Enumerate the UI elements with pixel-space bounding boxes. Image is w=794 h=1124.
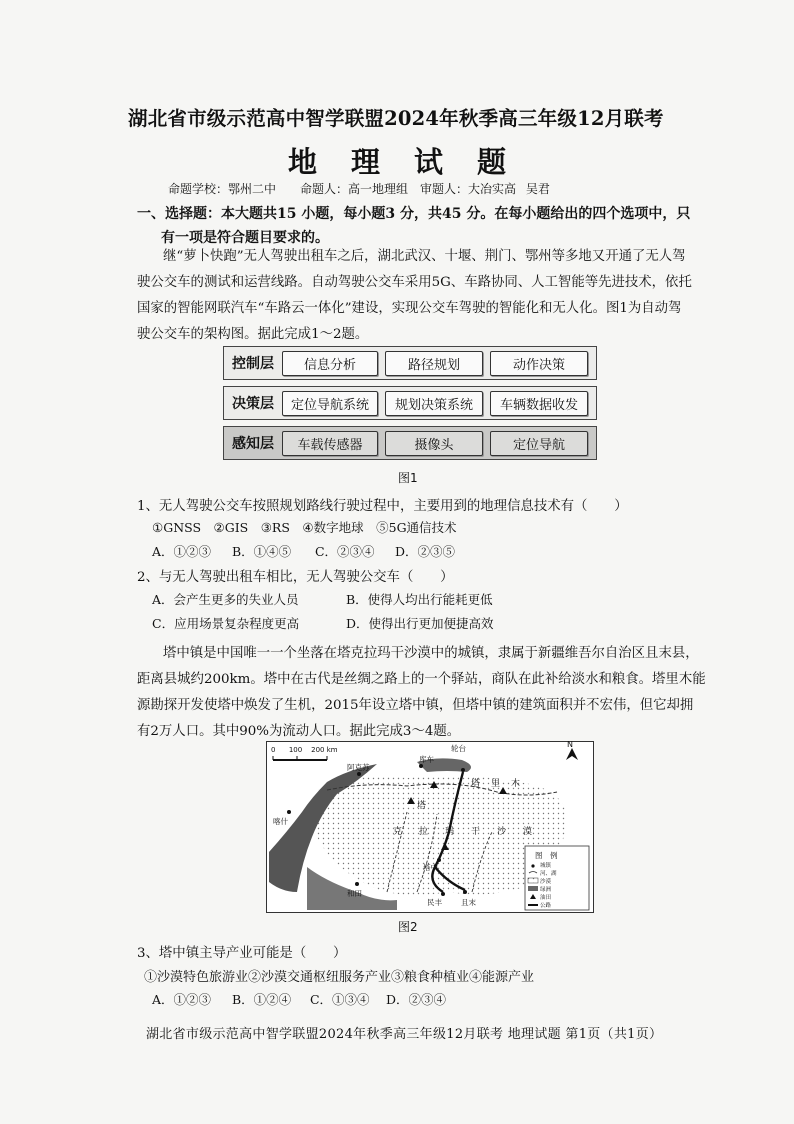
module-box: 规划决策系统 bbox=[385, 391, 483, 416]
town-marker bbox=[287, 810, 291, 814]
town-marker bbox=[461, 768, 465, 772]
layer-control bbox=[223, 346, 597, 380]
question-2-stem: 2、与无人驾驶出租车相比，无人驾驶公交车（ ） bbox=[137, 570, 454, 585]
legend-item: 公路 bbox=[540, 903, 552, 909]
passage-1-line: 国家的智能网联汽车“车路云一体化”建设，实现公交车驾驶的智能化和无人化。图1为自动驾 bbox=[137, 301, 682, 316]
place-akesu: 阿克苏 bbox=[347, 763, 370, 772]
passage-2-line: 有2万人口。其中90%为流动人口。据此完成3～4题。 bbox=[137, 724, 461, 739]
river-label: 木 bbox=[511, 779, 521, 789]
desert-label: 拉 bbox=[419, 827, 429, 837]
option-d: D．②③⑤ bbox=[394, 544, 455, 559]
option-b: B．①④⑤ bbox=[231, 544, 292, 559]
module-box: 车辆数据收发 bbox=[490, 391, 588, 416]
module-box: 车载传感器 bbox=[282, 431, 378, 456]
passage-2-line: 距离县城约200km。塔中在古代是丝绸之路上的一个驿站，商队在此补给淡水和粮食。塔里木能 bbox=[137, 672, 706, 687]
legend-item: 沙漠 bbox=[540, 879, 552, 885]
layer-perception bbox=[223, 426, 597, 460]
passage-2 bbox=[137, 641, 706, 745]
option-a: A．会产生更多的失业人员 bbox=[152, 592, 299, 607]
page-footer: 湖北省市级示范高中智学联盟2024年秋季高三年级12月联考 地理试题 第1页（共1页） bbox=[146, 1027, 663, 1042]
layer-label: 感知层 bbox=[232, 436, 274, 452]
place-hetian: 和田 bbox=[347, 889, 362, 898]
question-1-options bbox=[152, 542, 455, 560]
passage-2-line: 源勘探开发使塔中焕发了生机，2015年设立塔中镇，但塔中镇的建筑面积并不宏伟，但它却拥 bbox=[137, 698, 694, 713]
town-marker bbox=[463, 890, 467, 894]
question-3-options bbox=[152, 990, 446, 1008]
passage-1-line: 继“萝卜快跑”无人驾驶出租车之后，湖北武汉、十堰、荆门、鄂州等多地又开通了无人驾 bbox=[163, 249, 686, 264]
section-line-1: 一、选择题：本大题共15 小题，每小题3 分，共45 分。在每小题给出的四个选项中，只 bbox=[137, 206, 691, 222]
figure-1-architecture bbox=[223, 346, 597, 460]
passage-1 bbox=[137, 244, 692, 348]
legend-item: 油田 bbox=[540, 895, 552, 901]
passage-1-line: 驶公交车的架构图。据此完成1～2题。 bbox=[137, 327, 369, 342]
layer-label: 控制层 bbox=[232, 356, 274, 372]
option-d: D．使得出行更加便捷高效 bbox=[345, 616, 494, 631]
question-2-options-row2 bbox=[152, 614, 494, 632]
town-marker bbox=[355, 882, 359, 886]
figure-2-map bbox=[266, 741, 594, 913]
option-c: C．①③④ bbox=[309, 992, 370, 1007]
option-d: D．②③④ bbox=[385, 992, 446, 1007]
module-box: 动作决策 bbox=[490, 351, 588, 376]
scale-label: 0 100 200 km bbox=[271, 746, 338, 754]
desert-label: 塔 bbox=[417, 801, 427, 811]
exam-title: 湖北省市级示范高中智学联盟2024年秋季高三年级12月联考 bbox=[128, 107, 664, 130]
layer-label: 决策层 bbox=[232, 396, 274, 412]
section-line-2: 有一项是符合题目要求的。 bbox=[161, 230, 329, 246]
north-label: N bbox=[567, 740, 573, 749]
figure-2-caption: 图2 bbox=[398, 920, 418, 934]
layer-decision bbox=[223, 386, 597, 420]
option-b: B．①②④ bbox=[231, 992, 292, 1007]
module-box: 信息分析 bbox=[282, 351, 378, 376]
place-qiemo: 且末 bbox=[461, 898, 476, 907]
river-label: 里 bbox=[491, 779, 501, 789]
place-kashi: 喀什 bbox=[273, 817, 288, 826]
subject-title: 地理试题 bbox=[287, 145, 540, 179]
module-box: 路径规划 bbox=[385, 351, 483, 376]
desert-label: 漠 bbox=[523, 827, 533, 837]
module-box: 摄像头 bbox=[385, 431, 483, 456]
section-heading bbox=[137, 202, 691, 250]
question-3-stem: 3、塔中镇主导产业可能是（ ） bbox=[137, 946, 347, 961]
option-c: C．应用场景复杂程度更高 bbox=[152, 616, 300, 631]
passage-1-line: 驶公交车的测试和运营线路。自动驾驶公交车采用5G、车路协同、人工智能等先进技术，依托 bbox=[137, 275, 692, 290]
question-2-options-row1 bbox=[152, 590, 493, 608]
question-1-stem: 1、无人驾驶公交车按照规划路线行驶过程中，主要用到的地理信息技术有（ ） bbox=[137, 499, 628, 514]
option-a: A．①②③ bbox=[152, 544, 212, 559]
legend-item: 绿洲 bbox=[540, 887, 552, 893]
authors-line: 命题学校：鄂州二中 命题人：高一地理组 审题人：大冶实高 吴君 bbox=[168, 182, 550, 196]
figure-1-caption: 图1 bbox=[398, 471, 418, 485]
desert-label: 干 bbox=[471, 827, 481, 837]
option-a: A．①②③ bbox=[152, 992, 212, 1007]
desert-label: 克 bbox=[393, 827, 403, 837]
legend-item: 河、湖 bbox=[540, 871, 557, 877]
legend-title: 图 例 bbox=[535, 851, 558, 860]
module-box: 定位导航 bbox=[490, 431, 588, 456]
module-box: 定位导航系统 bbox=[282, 391, 378, 416]
place-tazhong: 塔中 bbox=[423, 863, 438, 872]
place-minfeng: 民丰 bbox=[427, 898, 442, 907]
option-c: C．②③④ bbox=[314, 544, 375, 559]
desert-label: 玛 bbox=[445, 827, 455, 837]
option-b: B．使得人均出行能耗更低 bbox=[345, 592, 493, 607]
river-label: 塔 bbox=[471, 779, 481, 789]
place-kuche: 库车 bbox=[419, 755, 434, 764]
question-1-items: ①GNSS ②GIS ③RS ④数字地球 ⑤5G通信技术 bbox=[152, 520, 457, 535]
legend-items bbox=[540, 862, 580, 910]
north-arrow-icon bbox=[566, 748, 578, 760]
legend-item: 城镇 bbox=[540, 863, 552, 869]
place-luntai: 轮台 bbox=[451, 744, 466, 753]
passage-2-line: 塔中镇是中国唯一一个坐落在塔克拉玛干沙漠中的城镇，隶属于新疆维吾尔自治区且末县， bbox=[163, 646, 699, 661]
desert-label: 沙 bbox=[497, 827, 507, 837]
question-3-items: ①沙漠特色旅游业②沙漠交通枢纽服务产业③粮食种植业④能源产业 bbox=[144, 970, 535, 985]
town-marker bbox=[441, 892, 445, 896]
